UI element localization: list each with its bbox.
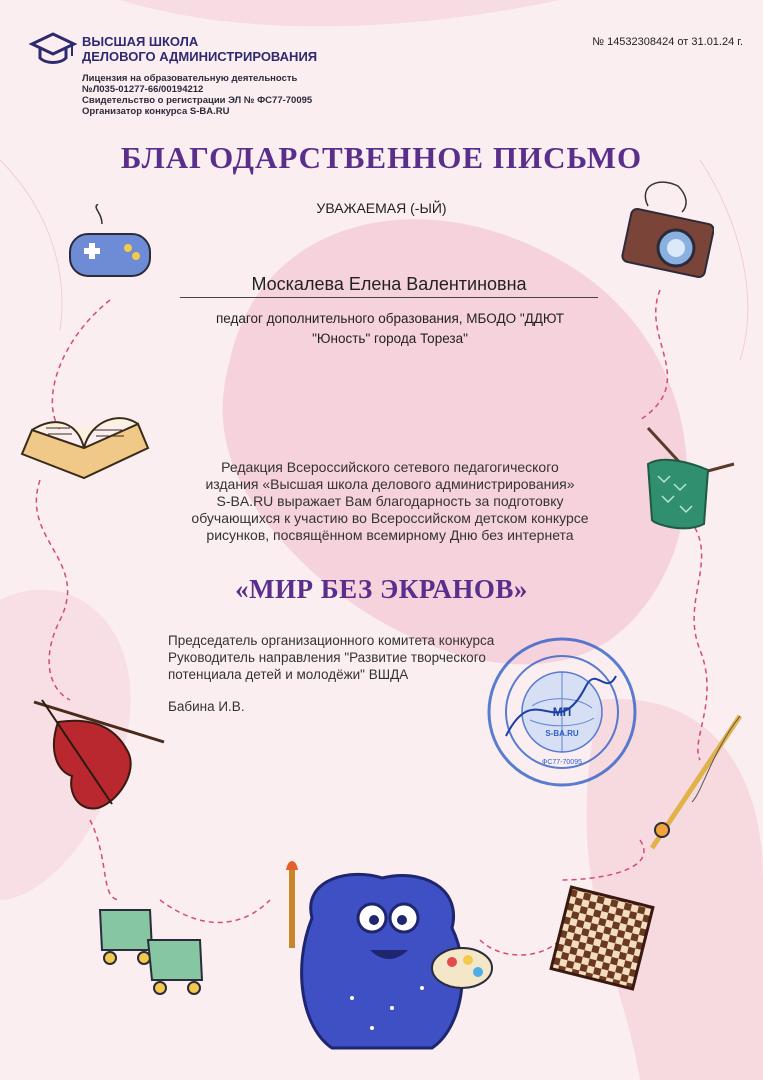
license-text: Лицензия на образовательную деятельность	[82, 73, 298, 84]
position-line1: педагог дополнительного образования, МБОДО "ДДЮТ	[215, 311, 565, 326]
name-underline	[180, 297, 598, 298]
contest-name: «МИР БЕЗ ЭКРАНОВ»	[235, 574, 528, 604]
greeting: УВАЖАЕМАЯ (-ЫЙ)	[316, 200, 447, 216]
organization-details	[82, 73, 312, 117]
position-line2: "Юность" города Тореза"	[312, 331, 468, 346]
recipient-name: Москалева Елена Валентиновна	[251, 274, 527, 294]
gamepad-icon	[62, 204, 158, 300]
camera-icon	[618, 176, 714, 294]
registration-text: Свидетельство о регистрации ЭЛ № ФС77-70095	[82, 95, 313, 106]
official-stamp-icon	[486, 636, 638, 788]
body-line1: Редакция Всероссийского сетевого педагогического	[221, 459, 559, 475]
mascot-monster-icon	[272, 858, 502, 1058]
chessboard-icon	[546, 884, 664, 994]
svg-text:МП: МП	[552, 705, 572, 719]
body-line4: обучающихся к участию во Всероссийском детском конкурсе	[191, 510, 589, 526]
svg-text:ФС77-70095: ФС77-70095	[542, 759, 582, 766]
knitting-icon	[634, 424, 742, 534]
organizer-text: Организатор конкурса S-BA.RU	[82, 106, 230, 117]
license-number: №Л035-01277-66/00194212	[82, 84, 204, 95]
body-line2: издания «Высшая школа делового администрирования»	[205, 476, 575, 492]
body-text	[150, 459, 630, 544]
organization-name-line2: ДЕЛОВОГО АДМИНИСТРИРОВАНИЯ	[82, 49, 318, 64]
signer-line3: потенциала детей и молодёжи" ВШДА	[168, 667, 409, 682]
recipient-position	[160, 309, 620, 349]
graduation-cap-logo-icon	[28, 30, 78, 70]
fishing-rod-icon	[622, 712, 746, 852]
violin-icon	[28, 692, 178, 822]
organization-name-line1: ВЫСШАЯ ШКОЛА	[82, 34, 199, 49]
svg-text:S-BA.RU: S-BA.RU	[545, 729, 579, 738]
roller-skates-icon	[90, 890, 220, 1010]
document-title: БЛАГОДАРСТВЕННОЕ ПИСЬМО	[120, 140, 643, 175]
signer-line1: Председатель организационного комитета конкурса	[168, 633, 495, 648]
body-line3: S-BA.RU выражает Вам благодарность за подготовку	[216, 493, 564, 509]
book-icon	[18, 404, 152, 494]
organization-name	[82, 34, 317, 64]
signer-name: Бабина И.В.	[168, 699, 245, 714]
body-line5: рисунков, посвящённом всемирному Дню без интернета	[206, 527, 574, 543]
document-number: № 14532308424 от 31.01.24 г.	[592, 36, 743, 48]
signer-line2: Руководитель направления "Развитие творческого	[168, 650, 486, 665]
